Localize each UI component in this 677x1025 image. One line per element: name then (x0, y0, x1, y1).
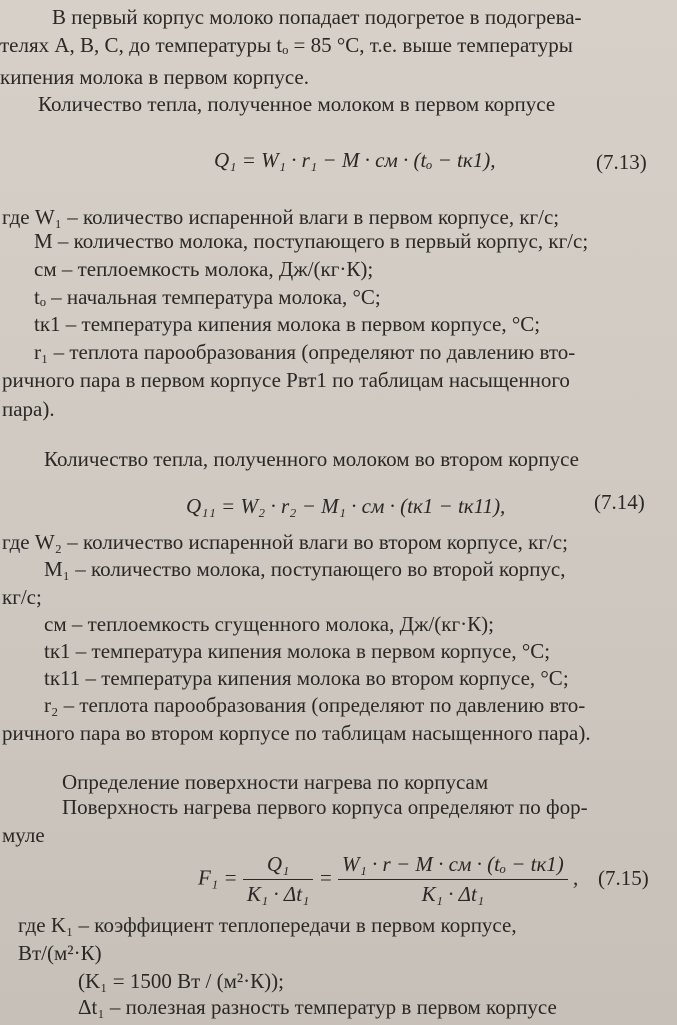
text-line: где W₁ – количество испаренной влаги в первом корпусе, кг/с; (2, 205, 560, 229)
formula-7-15-tail: , (573, 865, 579, 890)
equation-number-7-13: (7.13) (596, 150, 647, 174)
text-line: пара). (2, 397, 55, 421)
text-line: где K₁ – коэффициент теплопередачи в первом корпусе, (18, 913, 517, 937)
text-line: Δt₁ – полезная разность температур в первом корпусе (78, 995, 557, 1019)
fraction-1-denominator: K₁ · Δt₁ (246, 882, 310, 906)
formula-7-13-expr: Q₁ = W₁ · r₁ − M · cм · (tₒ − tк1), (214, 148, 496, 172)
text-line: ричного пара во втором корпусе по таблицам насыщенного пара). (2, 721, 591, 745)
text-line: tₒ – начальная температура молока, °C; (34, 285, 381, 309)
text-line: Количество тепла, полученного молоком во втором корпусе (44, 447, 579, 471)
formula-7-15-equals: = (318, 865, 333, 890)
formula-7-15-lhs: F₁ = (198, 865, 238, 890)
text-line: (K₁ = 1500 Вт / (м²·К)); (78, 969, 284, 993)
equation-number-7-15: (7.15) (598, 866, 649, 890)
text-line: M – количество молока, поступающего в первый корпус, кг/с; (34, 229, 589, 253)
text-line: cм – теплоемкость молока, Дж/(кг·К); (34, 257, 374, 281)
text-line: муле (2, 823, 45, 847)
formula-7-14 (186, 494, 505, 519)
text-line: Определение поверхности нагрева по корпусам (62, 770, 489, 794)
text-line: r₁ – теплота парообразования (определяют по давлению вто- (34, 340, 576, 364)
fraction-2-numerator: W₁ · r − M · cм · (tₒ − tк1) (338, 852, 568, 880)
formula-7-14-expr: Q₁₁ = W₂ · r₂ − M₁ · cм · (tк1 − tк11), (186, 494, 506, 518)
text-line: Вт/(м²·К) (18, 941, 102, 965)
text-line: Количество тепла, полученное молоком в первом корпусе (38, 92, 556, 116)
text-line: tк1 – температура кипения молока в первом корпусе, °C; (44, 639, 551, 663)
text-line: r₂ – теплота парообразования (определяют по давлению вто- (44, 693, 586, 717)
text-line: кг/с; (2, 585, 42, 609)
fraction-1-numerator: Q₁ (243, 852, 314, 880)
equation-number-7-14: (7.14) (594, 490, 645, 514)
text-line: tк1 – температура кипения молока в первом корпусе, °C; (34, 312, 541, 336)
text-line: Поверхность нагрева первого корпуса определяют по фор- (62, 795, 588, 819)
text-line: tк11 – температура кипения молока во втором корпусе, °C; (44, 666, 569, 690)
formula-7-15 (198, 852, 578, 907)
text-line: телях A, B, C, до температуры tₒ = 85 °C, т.е. выше температуры (0, 33, 573, 57)
formula-7-15-fraction-2 (338, 852, 568, 907)
text-line: cм – теплоемкость сгущенного молока, Дж/(кг·К); (44, 612, 494, 636)
formula-7-13 (214, 148, 495, 173)
formula-7-15-fraction-1 (243, 852, 314, 907)
text-line: ричного пара в первом корпусе Pвт1 по таблицам насыщенного (2, 368, 570, 392)
text-line: где W₂ – количество испаренной влаги во втором корпусе, кг/с; (2, 530, 568, 554)
text-line: В первый корпус молоко попадает подогретое в подогрева- (52, 5, 582, 29)
text-line: M₁ – количество молока, поступающего во второй корпус, (44, 557, 566, 581)
fraction-2-denominator: K₁ · Δt₁ (421, 882, 485, 906)
text-line: кипения молока в первом корпусе. (0, 65, 309, 89)
